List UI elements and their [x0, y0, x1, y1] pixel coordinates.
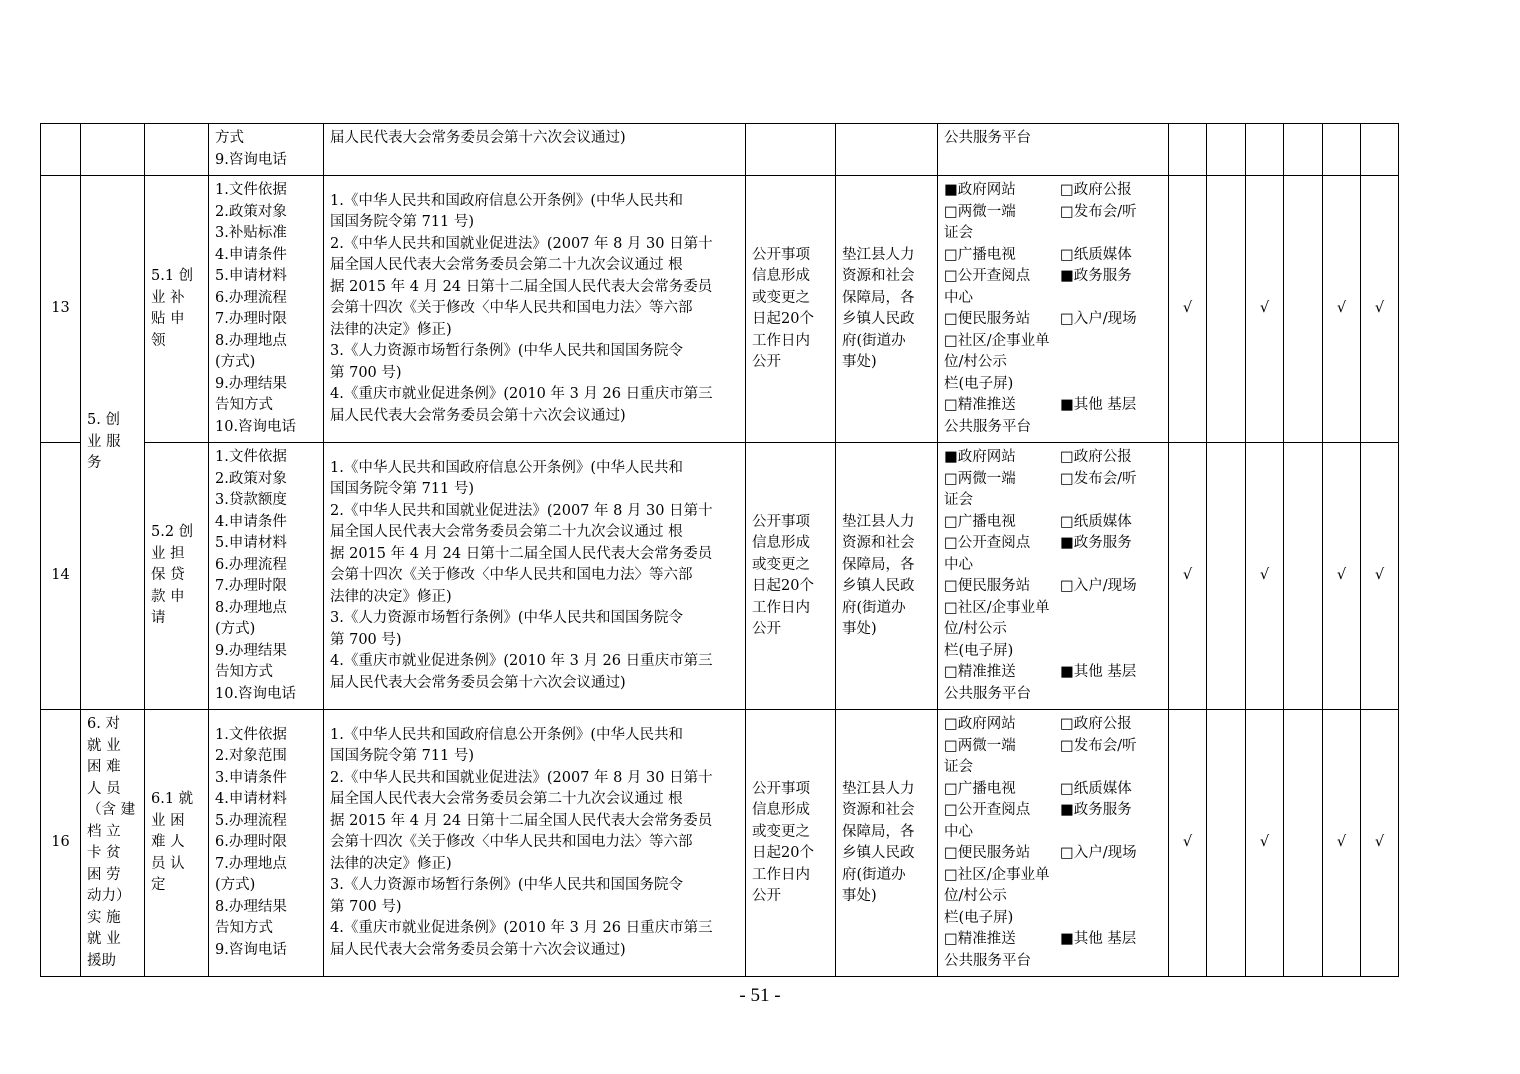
channel-line — [944, 202, 1162, 224]
category-cell — [81, 710, 145, 977]
text-line: 困 劳 — [87, 866, 121, 883]
check-cell: √ — [1246, 710, 1284, 977]
channel-line — [944, 714, 1162, 736]
text-line: 第 700 号) — [330, 364, 402, 381]
text-line: 资源和社会 — [842, 535, 915, 551]
text-line: 府(街道办 — [842, 866, 906, 883]
text-line: (方式) — [215, 354, 256, 370]
channel-option: 公共服务平台 — [944, 952, 1031, 969]
row-number: 16 — [41, 710, 81, 977]
text-line: 业 补 — [151, 289, 185, 306]
text-line: 法律的决定》修正) — [330, 321, 452, 338]
text-line: （含 建 — [87, 802, 136, 818]
text-line: 信息形成 — [752, 535, 810, 551]
subject-cell — [836, 710, 938, 977]
time-cell — [746, 124, 836, 176]
basis-cell — [324, 443, 746, 710]
channel-line — [944, 223, 1162, 245]
channel-line — [944, 245, 1162, 267]
channel-line — [944, 757, 1162, 779]
text-line: 法律的决定》修正) — [330, 855, 452, 872]
channel-option: □发布会/听 — [1060, 470, 1137, 487]
table-row — [41, 710, 1399, 977]
text-line: 请 — [151, 610, 166, 627]
text-line: 届全国人民代表大会常务委员会第二十九次会议通过 根 — [330, 524, 683, 541]
text-line: 员 认 — [151, 855, 185, 872]
subject-cell — [836, 443, 938, 710]
channel-line — [944, 865, 1162, 908]
text-line: 2.《中华人民共和国就业促进法》(2007 年 8 月 30 日第十 — [330, 502, 713, 519]
text-line: 届人民代表大会常务委员会第十六次会议通过) — [330, 130, 626, 146]
text-line: 垫江县人力 — [842, 513, 915, 530]
text-line: 9.办理结果 — [215, 642, 287, 659]
table-row-continued — [41, 124, 1399, 176]
text-line: 档 立 — [87, 823, 121, 840]
text-line: 4.《重庆市就业促进条例》(2010 年 3 月 26 日重庆市第三 — [330, 386, 713, 403]
text-line: 款 申 — [151, 588, 185, 605]
category-cell — [81, 176, 145, 710]
text-line: 10.咨询电话 — [215, 418, 297, 435]
text-line: 1.文件依据 — [215, 182, 287, 198]
text-line: 方式 — [215, 130, 244, 146]
row-number: 14 — [41, 443, 81, 710]
text-line: 援助 — [87, 952, 116, 969]
text-line: 信息形成 — [752, 802, 810, 818]
check-cell: √ — [1323, 443, 1361, 710]
channel-line — [944, 822, 1162, 844]
text-line: 事处) — [842, 621, 877, 637]
category-cell — [81, 124, 145, 176]
text-line: 卡 贫 — [87, 845, 121, 861]
channel-line — [944, 490, 1162, 512]
text-line: 业 服 — [87, 433, 121, 450]
text-line: 日起20个 — [752, 578, 814, 594]
text-line: 人 员 — [87, 780, 121, 797]
text-line: 府(街道办 — [842, 332, 906, 349]
text-line: 5.1 创 — [151, 268, 194, 284]
check-cell — [1207, 176, 1246, 443]
text-line: 8.办理结果 — [215, 898, 287, 915]
text-line: 公共服务平台 — [944, 130, 1031, 146]
channel-line — [944, 736, 1162, 758]
check-cell: √ — [1361, 176, 1399, 443]
text-line: 6. 对 — [87, 716, 120, 732]
channel-option: □入户/现场 — [1060, 311, 1137, 327]
channel-line — [944, 555, 1162, 577]
check-cell: √ — [1361, 443, 1399, 710]
text-line: 事处) — [842, 888, 877, 904]
channel-option: □广播电视 — [944, 780, 1016, 797]
channel-option: 中心 — [944, 289, 973, 306]
channel-option: ■其他 基层 — [1060, 664, 1137, 680]
text-line: 会第十四次《关于修改〈中华人民共和国电力法〉等六部 — [330, 834, 693, 851]
text-line: 乡镇人民政 — [842, 845, 915, 861]
time-cell — [746, 443, 836, 710]
channel-option: ■政务服务 — [1060, 802, 1132, 818]
text-line: 国国务院令第 711 号) — [330, 214, 475, 231]
text-line: 工作日内 — [752, 332, 810, 349]
channel-option: ■政府网站 — [944, 449, 1016, 465]
channel-option: □公开查阅点 — [944, 802, 1031, 818]
item-cell — [145, 176, 209, 443]
basis-cell — [324, 710, 746, 977]
channel-line — [944, 662, 1162, 684]
channel-option: □社区/企事业单位/村公示 — [944, 866, 1050, 904]
text-line: 7.办理时限 — [215, 311, 287, 327]
channel-option: □两微一端 — [944, 737, 1016, 754]
channel-line — [944, 843, 1162, 865]
channel-option: □广播电视 — [944, 513, 1016, 530]
text-line: 乡镇人民政 — [842, 578, 915, 594]
text-line: 6.办理流程 — [215, 556, 287, 573]
text-line: 实 施 — [87, 909, 121, 926]
text-line: 2.政策对象 — [215, 203, 287, 220]
channel-option: □便民服务站 — [944, 311, 1031, 327]
channel-line — [944, 374, 1162, 396]
text-line: 业 担 — [151, 545, 185, 562]
item-cell — [145, 710, 209, 977]
text-line: 动力） — [87, 888, 131, 904]
text-line: 告知方式 — [215, 397, 273, 413]
text-line: 3.贷款额度 — [215, 492, 287, 508]
text-line: 国国务院令第 711 号) — [330, 481, 475, 498]
text-line: 信息形成 — [752, 268, 810, 284]
channel-line — [944, 908, 1162, 930]
channel-option: □两微一端 — [944, 470, 1016, 487]
text-line: 公开 — [752, 888, 781, 904]
check-cell: √ — [1246, 443, 1284, 710]
text-line: 保障局，各 — [842, 289, 915, 306]
channel-line — [944, 576, 1162, 598]
channel-option: 栏(电子屏) — [944, 375, 1014, 392]
channel-line — [944, 331, 1162, 374]
channel-option: □社区/企事业单位/村公示 — [944, 599, 1050, 637]
text-line: 日起20个 — [752, 311, 814, 327]
text-line: 7.办理地点 — [215, 855, 287, 872]
text-line: 2.政策对象 — [215, 470, 287, 487]
channel-line — [944, 469, 1162, 491]
text-line: 会第十四次《关于修改〈中华人民共和国电力法〉等六部 — [330, 300, 693, 317]
text-line: 5.办理流程 — [215, 812, 287, 829]
content-cell — [209, 710, 324, 977]
channel-option: 公共服务平台 — [944, 418, 1031, 435]
text-line: 2.《中华人民共和国就业促进法》(2007 年 8 月 30 日第十 — [330, 769, 713, 786]
text-line: 据 2015 年 4 月 24 日第十二届全国人民代表大会常务委员 — [330, 278, 713, 295]
text-line: 公开事项 — [752, 513, 810, 530]
channel-option: ■其他 基层 — [1060, 931, 1137, 947]
text-line: 2.对象范围 — [215, 748, 287, 765]
text-line: 3.《人力资源市场暂行条例》(中华人民共和国国务院令 — [330, 343, 683, 360]
check-cell: √ — [1169, 710, 1207, 977]
channel-option: ■其他 基层 — [1060, 397, 1137, 413]
text-line: 或变更之 — [752, 556, 810, 573]
text-line: 或变更之 — [752, 289, 810, 306]
text-line: 3.申请条件 — [215, 769, 287, 786]
text-line: 就 业 — [87, 737, 121, 754]
channel-line — [944, 395, 1162, 417]
channel-option: ■政务服务 — [1060, 268, 1132, 284]
text-line: 就 业 — [87, 931, 121, 947]
page-number: - 51 - — [739, 985, 781, 1006]
channel-option: 栏(电子屏) — [944, 909, 1014, 926]
text-line: 5.2 创 — [151, 524, 194, 541]
channel-option: □发布会/听 — [1060, 737, 1137, 754]
text-line: 9.咨询电话 — [215, 941, 287, 958]
channel-option: □政府网站 — [944, 716, 1016, 732]
text-line: 会第十四次《关于修改〈中华人民共和国电力法〉等六部 — [330, 567, 693, 584]
text-line: 第 700 号) — [330, 898, 402, 915]
channel-option: □发布会/听 — [1060, 203, 1137, 220]
channel-option: □便民服务站 — [944, 845, 1031, 861]
channel-option: 公共服务平台 — [944, 685, 1031, 702]
basis-cell — [324, 124, 746, 176]
text-line: 5.申请材料 — [215, 535, 287, 551]
text-line: 定 — [151, 877, 166, 894]
text-line: 届人民代表大会常务委员会第十六次会议通过) — [330, 674, 626, 691]
channel-option: □纸质媒体 — [1060, 246, 1132, 263]
text-line: 1.《中华人民共和国政府信息公开条例》(中华人民共和 — [330, 459, 683, 476]
text-line: 5.申请材料 — [215, 268, 287, 284]
channel-option: □精准推送 — [944, 397, 1016, 413]
check-cell — [1284, 443, 1323, 710]
text-line: 保障局，各 — [842, 556, 915, 573]
channel-option: 证会 — [944, 492, 973, 508]
text-line: 7.办理时限 — [215, 578, 287, 594]
content-cell — [209, 124, 324, 176]
check-cell: √ — [1323, 176, 1361, 443]
channel-option: □两微一端 — [944, 203, 1016, 220]
text-line: 3.补贴标准 — [215, 225, 287, 241]
text-line: 1.文件依据 — [215, 726, 287, 743]
text-line: 9.咨询电话 — [215, 151, 287, 168]
channel-line — [944, 512, 1162, 534]
check-cell: √ — [1169, 443, 1207, 710]
text-line: 4.《重庆市就业促进条例》(2010 年 3 月 26 日重庆市第三 — [330, 653, 713, 670]
channel-line — [944, 598, 1162, 641]
item-cell — [145, 443, 209, 710]
text-line: 垫江县人力 — [842, 780, 915, 797]
text-line: 资源和社会 — [842, 268, 915, 284]
text-line: 3.《人力资源市场暂行条例》(中华人民共和国国务院令 — [330, 877, 683, 894]
channel-line — [944, 684, 1162, 706]
channel-option: □入户/现场 — [1060, 578, 1137, 594]
text-line: 公开 — [752, 621, 781, 637]
text-line: 4.申请条件 — [215, 513, 287, 530]
text-line: 日起20个 — [752, 845, 814, 861]
text-line: 乡镇人民政 — [842, 311, 915, 327]
check-cell: √ — [1246, 176, 1284, 443]
text-line: 1.《中华人民共和国政府信息公开条例》(中华人民共和 — [330, 726, 683, 743]
text-line: 府(街道办 — [842, 599, 906, 616]
text-line: 8.办理地点 — [215, 332, 287, 349]
text-line: 领 — [151, 332, 166, 349]
channel-line — [944, 951, 1162, 973]
content-cell — [209, 443, 324, 710]
channel-option: □精准推送 — [944, 931, 1016, 947]
text-line: (方式) — [215, 877, 256, 894]
text-line: 垫江县人力 — [842, 246, 915, 263]
text-line: (方式) — [215, 621, 256, 637]
channel-option: □社区/企事业单位/村公示 — [944, 332, 1050, 370]
channel-option: 证会 — [944, 759, 973, 775]
channel-option: □政府公报 — [1060, 449, 1132, 465]
text-line: 4.申请条件 — [215, 246, 287, 263]
channel-option: □政府公报 — [1060, 182, 1132, 198]
text-line: 难 人 — [151, 834, 185, 851]
text-line: 公开事项 — [752, 780, 810, 797]
text-line: 据 2015 年 4 月 24 日第十二届全国人民代表大会常务委员 — [330, 812, 713, 829]
channel-line — [944, 309, 1162, 331]
channels-cell — [938, 176, 1169, 443]
channel-line — [944, 800, 1162, 822]
channel-line — [944, 641, 1162, 663]
channel-option: □纸质媒体 — [1060, 513, 1132, 530]
check-cell — [1207, 710, 1246, 977]
time-cell — [746, 176, 836, 443]
channel-line — [944, 929, 1162, 951]
text-line: 5. 创 — [87, 412, 120, 429]
channel-line — [944, 417, 1162, 439]
text-line: 务 — [87, 455, 102, 472]
text-line: 工作日内 — [752, 866, 810, 883]
basis-cell — [324, 176, 746, 443]
text-line: 公开事项 — [752, 246, 810, 263]
table-row — [41, 176, 1399, 443]
channel-line — [944, 533, 1162, 555]
check-cell — [1284, 710, 1323, 977]
text-line: 公开 — [752, 354, 781, 370]
check-cell: √ — [1361, 710, 1399, 977]
channels-cell — [938, 124, 1169, 176]
channel-option: 证会 — [944, 225, 973, 241]
check-cell — [1207, 443, 1246, 710]
text-line: 届人民代表大会常务委员会第十六次会议通过) — [330, 407, 626, 424]
subject-cell — [836, 176, 938, 443]
text-line: 保 贷 — [151, 567, 185, 584]
text-line: 8.办理地点 — [215, 599, 287, 616]
channels-cell — [938, 443, 1169, 710]
text-line: 9.办理结果 — [215, 375, 287, 392]
channel-option: 中心 — [944, 556, 973, 573]
text-line: 法律的决定》修正) — [330, 588, 452, 605]
check-cell — [1284, 176, 1323, 443]
channel-option: □精准推送 — [944, 664, 1016, 680]
text-line: 告知方式 — [215, 664, 273, 680]
channel-option: ■政府网站 — [944, 182, 1016, 198]
text-line: 贴 申 — [151, 311, 185, 327]
subject-cell — [836, 124, 938, 176]
text-line: 保障局，各 — [842, 823, 915, 840]
text-line: 业 困 — [151, 812, 185, 829]
channel-option: ■政务服务 — [1060, 535, 1132, 551]
text-line: 届全国人民代表大会常务委员会第二十九次会议通过 根 — [330, 257, 683, 274]
row-number-cell — [41, 124, 81, 176]
channel-line — [944, 288, 1162, 310]
channel-line — [944, 180, 1162, 202]
row-number: 13 — [41, 176, 81, 443]
check-cell: √ — [1323, 710, 1361, 977]
text-line: 或变更之 — [752, 823, 810, 840]
text-line: 困 难 — [87, 759, 121, 775]
text-line: 工作日内 — [752, 599, 810, 616]
text-line: 据 2015 年 4 月 24 日第十二届全国人民代表大会常务委员 — [330, 545, 713, 562]
channel-option: 中心 — [944, 823, 973, 840]
channel-line — [944, 447, 1162, 469]
text-line: 国国务院令第 711 号) — [330, 748, 475, 765]
channel-line — [944, 779, 1162, 801]
text-line: 资源和社会 — [842, 802, 915, 818]
text-line: 届人民代表大会常务委员会第十六次会议通过) — [330, 941, 626, 958]
text-line: 3.《人力资源市场暂行条例》(中华人民共和国国务院令 — [330, 610, 683, 627]
text-line: 6.办理时限 — [215, 834, 287, 851]
channel-option: □入户/现场 — [1060, 845, 1137, 861]
item-cell — [145, 124, 209, 176]
text-line: 1.《中华人民共和国政府信息公开条例》(中华人民共和 — [330, 192, 683, 209]
channel-option: □纸质媒体 — [1060, 780, 1132, 797]
table-row — [41, 443, 1399, 710]
channel-option: 栏(电子屏) — [944, 642, 1014, 659]
text-line: 6.1 就 — [151, 791, 194, 808]
channel-line — [944, 266, 1162, 288]
channel-option: □便民服务站 — [944, 578, 1031, 594]
content-cell — [209, 176, 324, 443]
text-line: 告知方式 — [215, 920, 273, 937]
text-line: 6.办理流程 — [215, 289, 287, 306]
channel-option: □公开查阅点 — [944, 535, 1031, 551]
text-line: 事处) — [842, 354, 877, 370]
text-line: 4.申请材料 — [215, 791, 287, 808]
text-line: 届全国人民代表大会常务委员会第二十九次会议通过 根 — [330, 791, 683, 808]
channel-option: □广播电视 — [944, 246, 1016, 263]
channel-option: □公开查阅点 — [944, 268, 1031, 284]
text-line: 2.《中华人民共和国就业促进法》(2007 年 8 月 30 日第十 — [330, 235, 713, 252]
time-cell — [746, 710, 836, 977]
text-line: 4.《重庆市就业促进条例》(2010 年 3 月 26 日重庆市第三 — [330, 920, 713, 937]
text-line: 10.咨询电话 — [215, 685, 297, 702]
channels-cell — [938, 710, 1169, 977]
text-line: 第 700 号) — [330, 631, 402, 648]
channel-option: □政府公报 — [1060, 716, 1132, 732]
disclosure-table — [40, 123, 1399, 977]
check-cell: √ — [1169, 176, 1207, 443]
text-line: 1.文件依据 — [215, 449, 287, 465]
